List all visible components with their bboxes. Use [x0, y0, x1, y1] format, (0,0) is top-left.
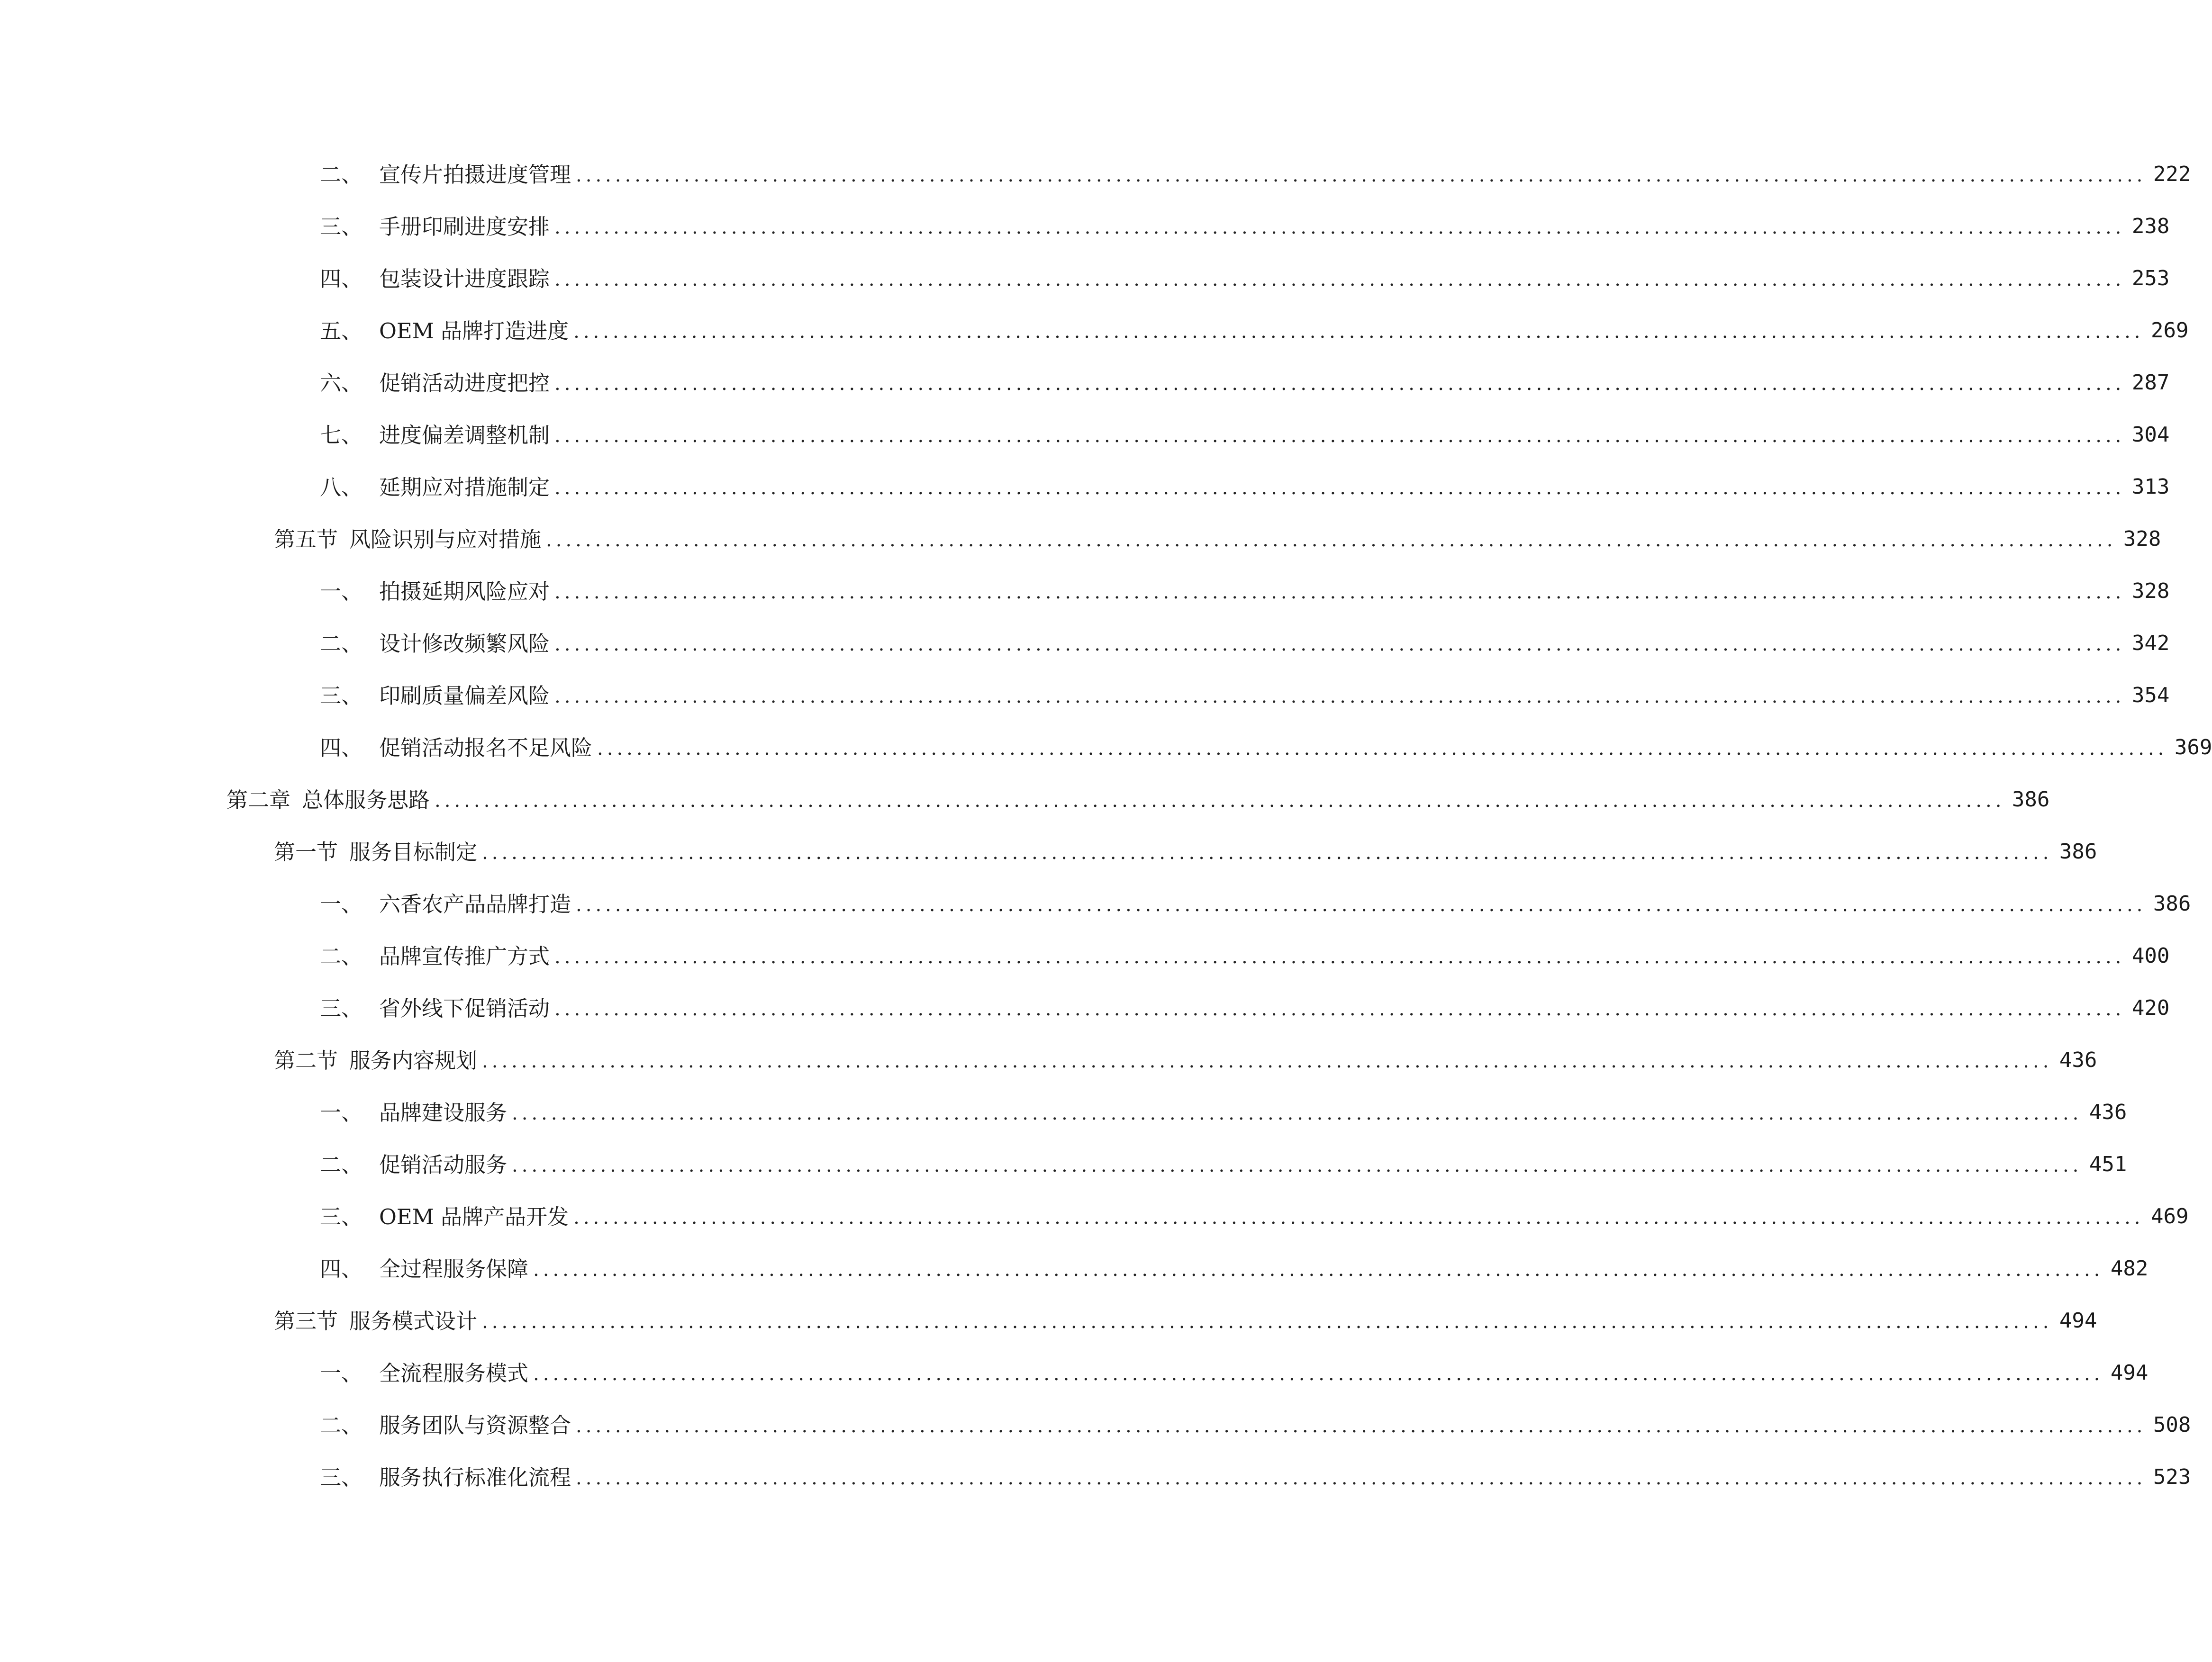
toc-entry-title: 手册印刷进度安排 — [379, 214, 550, 239]
toc-entry-number: 四、 — [320, 266, 363, 291]
toc-page-number: 469 — [2151, 1204, 2189, 1228]
dot-leader: ................................................................................................................................................................ — [573, 1207, 2144, 1228]
toc-entry-title: 设计修改频繁风险 — [379, 631, 550, 656]
toc-entry-number: 六、 — [320, 370, 363, 396]
toc-page-number: 342 — [2131, 631, 2170, 655]
toc-item-row[interactable] — [0, 1086, 2127, 1138]
dot-leader: ................................................................................................................................................................ — [554, 946, 2125, 968]
toc-page-number: 494 — [2059, 1309, 2097, 1333]
toc-entry-title: 促销活动服务 — [379, 1152, 508, 1177]
toc-item-row[interactable] — [0, 1191, 2189, 1243]
toc-entry-title: 服务内容规划 — [349, 1048, 478, 1073]
dot-leader: ................................................................................................................................................................ — [554, 425, 2125, 447]
toc-entry-title: 全流程服务模式 — [379, 1360, 529, 1386]
toc-page-number: 369 — [2174, 735, 2212, 759]
dot-leader: ................................................................................................................................................................ — [576, 164, 2147, 186]
toc-page-number: 400 — [2131, 944, 2170, 968]
dot-leader: ................................................................................................................................................................ — [533, 1259, 2104, 1281]
toc-entry-number: 五、 — [320, 318, 363, 343]
toc-entry-number: 二、 — [320, 943, 363, 969]
toc-page-number: 287 — [2131, 370, 2170, 395]
toc-item-row[interactable] — [0, 461, 2170, 513]
dot-leader: ................................................................................................................................................................ — [482, 1050, 2053, 1072]
toc-entry-title: OEM 品牌打造进度 — [379, 318, 569, 343]
toc-page-number: 313 — [2131, 475, 2170, 499]
toc-item-row[interactable] — [0, 722, 2212, 774]
toc-entry-title: 风险识别与应对措施 — [349, 526, 542, 552]
toc-entry-number: 二、 — [320, 1152, 363, 1177]
dot-leader: ................................................................................................................................................................ — [573, 321, 2144, 343]
toc-entry-number: 一、 — [320, 891, 363, 917]
toc-entry-number: 一、 — [320, 578, 363, 604]
toc-page-number: 436 — [2059, 1048, 2097, 1072]
toc-page-number: 482 — [2110, 1256, 2149, 1281]
toc-item-row[interactable] — [0, 1399, 2191, 1451]
toc-entry-number: 四、 — [320, 1256, 363, 1282]
dot-leader: ................................................................................................................................................................ — [512, 1155, 2083, 1176]
dot-leader: ................................................................................................................................................................ — [554, 269, 2125, 290]
toc-entry-title: 总体服务思路 — [302, 787, 430, 813]
toc-page-number: 420 — [2131, 996, 2170, 1020]
toc-page-number: 354 — [2131, 683, 2170, 707]
toc-entry-number: 三、 — [320, 1464, 363, 1490]
toc-item-row[interactable] — [0, 409, 2170, 461]
toc-page-number: 269 — [2151, 318, 2189, 343]
dot-leader: ................................................................................................................................................................ — [546, 529, 2117, 551]
dot-leader: ................................................................................................................................................................ — [554, 477, 2125, 499]
toc-page-number: 328 — [2123, 527, 2161, 551]
toc-page-number: 253 — [2131, 266, 2170, 290]
toc-entry-title: 延期应对措施制定 — [379, 474, 550, 500]
toc-entry-number: 七、 — [320, 422, 363, 448]
toc-page-number: 508 — [2153, 1413, 2191, 1437]
toc-item-row[interactable] — [0, 617, 2170, 669]
toc-section-row[interactable] — [0, 1034, 2097, 1086]
dot-leader: ................................................................................................................................................................ — [482, 842, 2053, 864]
toc-section-row[interactable] — [0, 1295, 2097, 1347]
toc-entry-title: 服务模式设计 — [349, 1308, 478, 1334]
toc-entry-title: 服务目标制定 — [349, 839, 478, 865]
toc-entry-number: 一、 — [320, 1360, 363, 1386]
toc-entry-number: 第二节 — [274, 1048, 338, 1073]
toc-section-row[interactable] — [0, 826, 2097, 878]
toc-entry-title: 拍摄延期风险应对 — [379, 578, 550, 604]
toc-entry-title: 包装设计进度跟踪 — [379, 266, 550, 291]
toc-entry-number: 四、 — [320, 735, 363, 760]
toc-item-row[interactable] — [0, 148, 2191, 200]
dot-leader: ................................................................................................................................................................ — [576, 1467, 2147, 1489]
toc-entry-number: 第三节 — [274, 1308, 338, 1334]
dot-leader: ................................................................................................................................................................ — [482, 1311, 2053, 1333]
toc-page-number: 386 — [2153, 892, 2191, 916]
toc-item-row[interactable] — [0, 878, 2191, 930]
toc-entry-number: 二、 — [320, 1412, 363, 1438]
table-of-contents — [0, 148, 2212, 1503]
toc-entry-title: 省外线下促销活动 — [379, 995, 550, 1021]
dot-leader: ................................................................................................................................................................ — [576, 894, 2147, 916]
toc-entry-number: 第一节 — [274, 839, 338, 865]
toc-entry-title: 品牌宣传推广方式 — [379, 943, 550, 969]
toc-page-number: 304 — [2131, 423, 2170, 447]
toc-entry-number: 三、 — [320, 214, 363, 239]
toc-item-row[interactable] — [0, 1243, 2149, 1295]
dot-leader: ................................................................................................................................................................ — [533, 1363, 2104, 1385]
toc-item-row[interactable] — [0, 565, 2170, 617]
toc-entry-title: 服务执行标准化流程 — [379, 1464, 571, 1490]
toc-entry-number: 八、 — [320, 474, 363, 500]
toc-entry-title: 服务团队与资源整合 — [379, 1412, 571, 1438]
dot-leader: ................................................................................................................................................................ — [554, 998, 2125, 1020]
toc-entry-title: 宣传片拍摄进度管理 — [379, 162, 571, 187]
toc-entry-number: 一、 — [320, 1100, 363, 1125]
toc-item-row[interactable] — [0, 253, 2170, 305]
toc-page-number: 386 — [2059, 840, 2097, 864]
toc-entry-title: 进度偏差调整机制 — [379, 422, 550, 448]
toc-entry-title: 六香农产品品牌打造 — [379, 891, 571, 917]
toc-item-row[interactable] — [0, 982, 2170, 1034]
toc-page-number: 523 — [2153, 1465, 2191, 1489]
dot-leader: ................................................................................................................................................................ — [554, 581, 2125, 603]
toc-entry-number: 二、 — [320, 631, 363, 656]
dot-leader: ................................................................................................................................................................ — [512, 1102, 2083, 1124]
toc-entry-title: OEM 品牌产品开发 — [379, 1204, 569, 1229]
toc-page-number: 328 — [2131, 579, 2170, 603]
toc-item-row[interactable] — [0, 1451, 2191, 1503]
dot-leader: ................................................................................................................................................................ — [554, 686, 2125, 707]
toc-entry-number: 第五节 — [274, 526, 338, 552]
toc-item-row[interactable] — [0, 1347, 2149, 1399]
toc-page-number: 494 — [2110, 1361, 2149, 1385]
dot-leader: ................................................................................................................................................................ — [554, 217, 2125, 238]
toc-entry-title: 品牌建设服务 — [379, 1100, 508, 1125]
dot-leader: ................................................................................................................................................................ — [597, 738, 2168, 759]
toc-item-row[interactable] — [0, 200, 2170, 253]
dot-leader: ................................................................................................................................................................ — [554, 633, 2125, 655]
toc-chapter-row[interactable] — [0, 774, 2050, 826]
dot-leader: ................................................................................................................................................................ — [554, 373, 2125, 395]
toc-page-number: 222 — [2153, 162, 2191, 186]
toc-page-number: 451 — [2089, 1152, 2127, 1176]
dot-leader: ................................................................................................................................................................ — [435, 790, 2005, 812]
toc-entry-number: 第二章 — [227, 787, 291, 813]
toc-item-row[interactable] — [0, 305, 2189, 357]
toc-item-row[interactable] — [0, 357, 2170, 409]
toc-entry-number: 三、 — [320, 1204, 363, 1229]
toc-entry-title: 促销活动进度把控 — [379, 370, 550, 396]
dot-leader: ................................................................................................................................................................ — [576, 1415, 2147, 1437]
toc-page-number: 238 — [2131, 214, 2170, 238]
toc-page-number: 386 — [2012, 787, 2050, 812]
toc-entry-number: 三、 — [320, 995, 363, 1021]
toc-item-row[interactable] — [0, 930, 2170, 982]
toc-item-row[interactable] — [0, 669, 2170, 722]
toc-entry-title: 促销活动报名不足风险 — [379, 735, 593, 760]
toc-entry-title: 全过程服务保障 — [379, 1256, 529, 1282]
toc-section-row[interactable] — [0, 513, 2161, 565]
toc-entry-number: 二、 — [320, 162, 363, 187]
toc-entry-title: 印刷质量偏差风险 — [379, 683, 550, 708]
toc-item-row[interactable] — [0, 1138, 2127, 1191]
toc-entry-number: 三、 — [320, 683, 363, 708]
toc-page-number: 436 — [2089, 1100, 2127, 1124]
